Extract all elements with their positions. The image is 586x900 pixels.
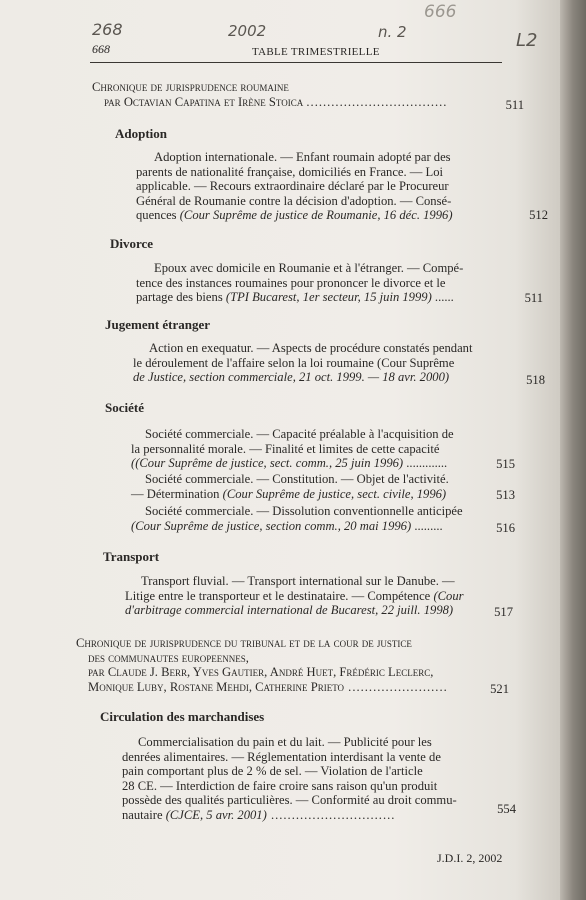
entry-line: Adoption internationale. — Enfant roumain adopté par des xyxy=(154,150,451,164)
entry-line: le déroulement de l'affaire selon la loi roumaine (Cour Suprême xyxy=(133,355,455,370)
page-number: 668 xyxy=(92,42,110,56)
chronicle-1-authors: par Octavian Capatina et Irène Stoica xyxy=(104,94,304,109)
entry-line: la personnalité morale. — Finalité et limites de cette capacité xyxy=(131,441,440,456)
entry-line: partage des biens xyxy=(136,290,226,304)
entry-line: Général de Roumanie contre la décision d'adoption. — Consé- xyxy=(136,193,452,208)
court-citation: (Cour Suprême de justice de Roumanie, 16 déc. 1996) xyxy=(179,208,453,222)
entry-line: Société commerciale. — Dissolution conventionnelle anticipée xyxy=(145,504,463,518)
handwritten-note-d: 666 xyxy=(424,2,457,22)
header-rule xyxy=(90,62,502,63)
court-citation: (TPI Bucarest, 1er secteur, 15 juin 1999) xyxy=(225,290,432,304)
chronicle-2-title: Chronique de jurisprudence du tribunal et de la cour de justice xyxy=(76,636,412,650)
transport-entry xyxy=(125,574,513,618)
book-binding-shadow xyxy=(560,0,586,900)
entry-line: possède des qualités particulières. — Conformité au droit commu- xyxy=(122,793,457,807)
court-citation: (Cour xyxy=(433,588,464,603)
entry-line: quences xyxy=(136,208,180,222)
court-citation: ((Cour Suprême de justice, sect. comm., 25 juin 1996) xyxy=(131,456,404,470)
societe-page-2: 513 xyxy=(496,488,515,502)
section-heading-adoption: Adoption xyxy=(115,126,168,141)
section-heading-circulation: Circulation des marchandises xyxy=(100,709,265,724)
entry-line: tence des instances roumaines pour prononcer le divorce et le xyxy=(136,275,446,290)
section-heading-transport: Transport xyxy=(103,549,160,564)
section-heading-societe: Société xyxy=(105,400,144,415)
chronicle-2-entry xyxy=(76,636,509,694)
entry-line: 28 CE. — Interdiction de faire croire sans raison qu'un produit xyxy=(122,778,438,793)
entry-line: Litige entre le transporteur et le destinataire. — Compétence xyxy=(125,588,434,603)
societe-entry-3 xyxy=(131,504,515,533)
entry-line: Epoux avec domicile en Roumanie et à l'étranger. — Compé- xyxy=(154,261,464,275)
court-citation: (CJCE, 5 avr. 2001) xyxy=(165,807,267,822)
journal-footer: J.D.I. 2, 2002 xyxy=(437,851,503,865)
leader-dots: .............................. xyxy=(266,807,396,822)
court-citation: de Justice, section commerciale, 21 oct. 1999. — 18 avr. 2000) xyxy=(133,370,450,384)
societe-entry-1 xyxy=(131,427,515,471)
transport-page: 517 xyxy=(494,605,513,619)
jugement-page: 518 xyxy=(526,373,545,387)
entry-line: parents de nationalité française, domiciliés en France. — Loi xyxy=(136,164,444,179)
entry-line: Société commerciale. — Capacité préalable à l'acquisition de xyxy=(145,427,454,441)
leader-dots: ............. xyxy=(403,456,448,470)
chronicle-2-page: 521 xyxy=(490,682,509,696)
entry-line: denrées alimentaires. — Réglementation interdisant la vente de xyxy=(122,749,441,764)
leader-dots: ...... xyxy=(431,290,454,304)
entry-line: nautaire xyxy=(122,807,166,822)
entry-line: Société commerciale. — Constitution. — Objet de l'activité. xyxy=(145,472,449,486)
entry-line: — Détermination xyxy=(131,486,223,501)
chronicle-2-authors-cont: Monique Luby, Rostane Mehdi, Catherine Prieto xyxy=(88,679,345,694)
handwritten-note-c: n. 2 xyxy=(378,23,407,41)
court-citation: d'arbitrage commercial international de Bucarest, 22 juill. 1998) xyxy=(125,603,454,617)
divorce-page: 511 xyxy=(524,291,543,305)
adoption-entry xyxy=(136,150,548,223)
circulation-page: 554 xyxy=(497,802,516,816)
court-citation: (Cour Suprême de justice, section comm., 20 mai 1996) xyxy=(131,518,412,533)
leader-dots: ......... xyxy=(411,518,443,533)
divorce-entry xyxy=(136,261,543,305)
chronicle-2-title-cont: des communautes europeennes, xyxy=(88,650,249,665)
handwritten-note-b: 2002 xyxy=(228,22,267,40)
running-title: TABLE TRIMESTRIELLE xyxy=(252,46,380,58)
court-citation: (Cour Suprême de justice, sect. civile, 1996) xyxy=(222,486,447,501)
entry-line: Action en exequatur. — Aspects de procédure constatés pendant xyxy=(149,341,473,355)
handwritten-note-e: L2 xyxy=(516,30,538,51)
societe-entry-2 xyxy=(131,472,515,501)
societe-page-1: 515 xyxy=(496,457,515,471)
chronicle-1-title: Chronique de jurisprudence roumaine xyxy=(92,80,289,94)
section-heading-divorce: Divorce xyxy=(110,236,154,251)
circulation-entry xyxy=(122,735,516,822)
leader-dots: ........................ xyxy=(344,679,448,694)
entry-line: pain comportant plus de 2 % de sel. — Violation de l'article xyxy=(122,764,423,778)
entry-line: Commercialisation du pain et du lait. — Publicité pour les xyxy=(138,735,432,749)
section-heading-jugement: Jugement étranger xyxy=(105,317,211,332)
leader-dots: .................................. xyxy=(306,94,448,109)
chronicle-2-authors: par Claude J. Berr, Yves Gautier, André Huet, Frédéric Leclerc, xyxy=(88,665,434,679)
societe-page-3: 516 xyxy=(496,521,515,535)
entry-line: applicable. — Recours extraordinaire déclaré par le Procureur xyxy=(136,179,449,193)
handwritten-note-a: 268 xyxy=(92,20,123,39)
chronicle-1-entry xyxy=(92,80,524,112)
entry-line: Transport fluvial. — Transport international sur le Danube. — xyxy=(141,574,455,588)
chronicle-1-page: 511 xyxy=(505,98,524,112)
jugement-entry xyxy=(133,341,545,385)
adoption-page: 512 xyxy=(529,208,548,222)
